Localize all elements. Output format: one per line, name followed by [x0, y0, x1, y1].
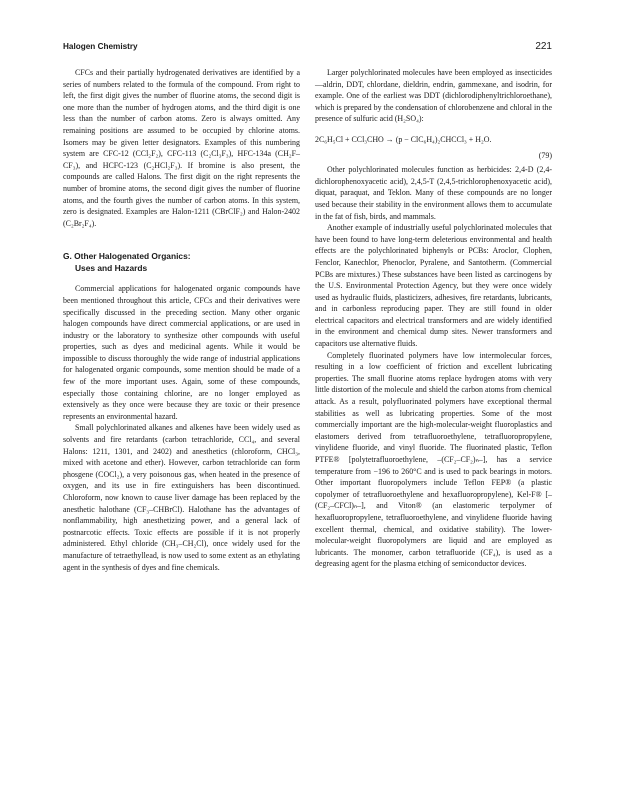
- page-number: 221: [535, 41, 552, 52]
- running-head-title: Halogen Chemistry: [63, 42, 138, 51]
- section-heading-line2: Uses and Hazards: [75, 262, 148, 273]
- paragraph-herbicides: Other polychlorinated molecules function as herbicides: 2,4-D (2,4-dichlorophenoxyacetic acid), 2,4,5-T (2,4,5-trichlorophenoxyacetic acid), diquat, paraquat, and Teklon. Many of these compounds are no longer used because their stability in the environment allows them to accumulate in the fat of fish, birds, and mammals.: [315, 165, 552, 221]
- paragraph-cfc-numbering: CFCs and their partially hydrogenated derivatives are identified by a series of numbers related to the formula of the compound. From right to left, the first digit gives the number of fluorine atoms, the second digit is one more than the number of hydrogen atoms, and the third digit is one less than the number of carbon atoms. Zero is always omitted. Any remaining positions are assumed to be occupied by chlorine atoms. Isomers may be given letter designators. Examples of this numbering system are CFC-12 (CCl₂F₂), CFC-113 (C₂Cl₃F₃), HFC-134a (CH₂F–CF₃), and HCFC-123 (C₂HCl₂F₃). If bromine is also present, the compounds are called Halons. The first digit on the right represents the number of bromine atoms, the second digit gives the number of fluorine atoms, and the fourth gives the number of carbon atoms. In this system, zero is designated. Examples are Halon-1211 (CBrClF₂) and Halon-2402 (C₂Br₂F₄).: [63, 68, 300, 228]
- paragraph-polychlorinated-alkanes: Small polychlorinated alkanes and alkenes have been widely used as solvents and fire retardants (carbon tetrachloride, CCl₄, and several Halons: 1211, 1301, and 2402) and anesthetics (chloroform, CHCl₃, mixed with acetone and ether). However, carbon tetrachloride can form phosgene (COCl₂), a very poisonous gas, when heated in the presence of oxygen, and its use in fire extinguishers has been discontinued. Chloroform, now known to cause liver damage has been replaced by the anesthetic halothane (CF₃–CHBrCl). Halothane has the advantages of nonflammability, high anesthetizing power, and a general lack of postnarcotic effects. Toxic effects are possible if it is not properly administered. Ethyl chloride (CH₃–CH₂Cl), once widely used for the manufacture of tetraethyllead, is now used to some extent as an ethylating agent in the synthesis of dyes and fine chemicals.: [63, 423, 300, 572]
- equation-text: 2C₆H₅Cl + CCl₃CHO → (p − ClC₆H₄)₂CHCCl₃ + H₂O.: [315, 134, 492, 144]
- equation-number: (79): [538, 150, 552, 160]
- left-column: [63, 67, 300, 573]
- section-heading-line1: G. Other Halogenated Organics:: [63, 251, 191, 262]
- running-head: [63, 42, 552, 56]
- paragraph-commercial-applications: Commercial applications for halogenated organic compounds have been mentioned throughout this article, CFCs and their derivatives were specifically discussed in the preceding section. Many other organic halogen compounds have direct commercial applications, or are used in industry or the laboratory to synthesize other compounds with useful properties, such as dyes and medicinal agents. While it would be impossible to discuss thoroughly the wide range of industrial applications for halogenated organic compounds, some mention should be made of a few of the more important uses. Again, some of these compounds, especially those containing chlorine, are no longer employed as extensively as they once were because they are toxic or their presence represents an environmental hazard.: [63, 284, 300, 421]
- right-column: [315, 67, 552, 570]
- section-heading: [63, 251, 300, 274]
- paragraph-pcbs: Another example of industrially useful polychlorinated molecules that have been found to have long-term deleterious environmental and health effects are the polychlorinated biphenyls or PCBs: Aroclor, Clophen, Fenclor, Kanechlor, Phenoclor, Pyralene, and Santotherm. (Commercial PCBs are mixtures.) These substances have been listed as carcinogens by the U.S. Environmental Protection Agency, but they were once widely used as hydraulic fluids, plasticizers, adhesives, fire retardants, lubricants, and in carbonless reproducing paper. They are still found in older electrical capacitors and electrical transformers and are widely identified in the environment and chemical dump sites. Newer transformers and capacitors use alternative fluids.: [315, 223, 552, 349]
- paragraph-fluorinated-polymers: Completely fluorinated polymers have low intermolecular forces, resulting in a low coefficient of friction and excellent lubricating properties. The small fluorine atoms replace hydrogen atoms with very little distortion of the molecule and shield the carbon atoms from chemical attack. As a result, polyfluorinated polymers have exceptional thermal stabilities as well as lubricating properties. Some of the most commercially important are the high-molecular-weight fluoroplastics and elastomers derived from tetrafluoroethylene, tetrafluoropropylene, vinylidene fluoride, and vinyl fluoride. The fluorinated plastic, Teflon PTFE® [polytetrafluoroethylene, –(CF₂–CF₂)ₙ–], has a service temperature from −196 to 260°C and is used to pack bearings in motors. Other important fluoropolymers include Teflon FEP® (a plastic copolymer of tetrafluoroethylene and hexafluoropropylene), Kel-F® [–(CF₂–CFCl)ₙ–], and Viton® (an elastomeric terpolymer of hexafluoropropylene, tetrafluoroethylene, and vinylidene fluoride having excellent thermal, chemical, and oxidative stability). The lower-molecular-weight fluoropolymers are liquid and are employed as lubricants. The monomer, carbon tetrafluoride (CF₄), is used as a degreasing agent for the plasma etching of semiconductor devices.: [315, 350, 552, 569]
- equation-ddt: [315, 134, 552, 146]
- paragraph-insecticides: Larger polychlorinated molecules have been employed as insecticides—aldrin, DDT, chlordane, dieldrin, endrin, gammexane, and isodrin, for example. One of the earliest was DDT (dichlorodiphenyltrichloroethane), which is prepared by the condensation of chlorobenzene and chloral in the presence of sulfuric acid (H₂SO₄):: [315, 68, 552, 124]
